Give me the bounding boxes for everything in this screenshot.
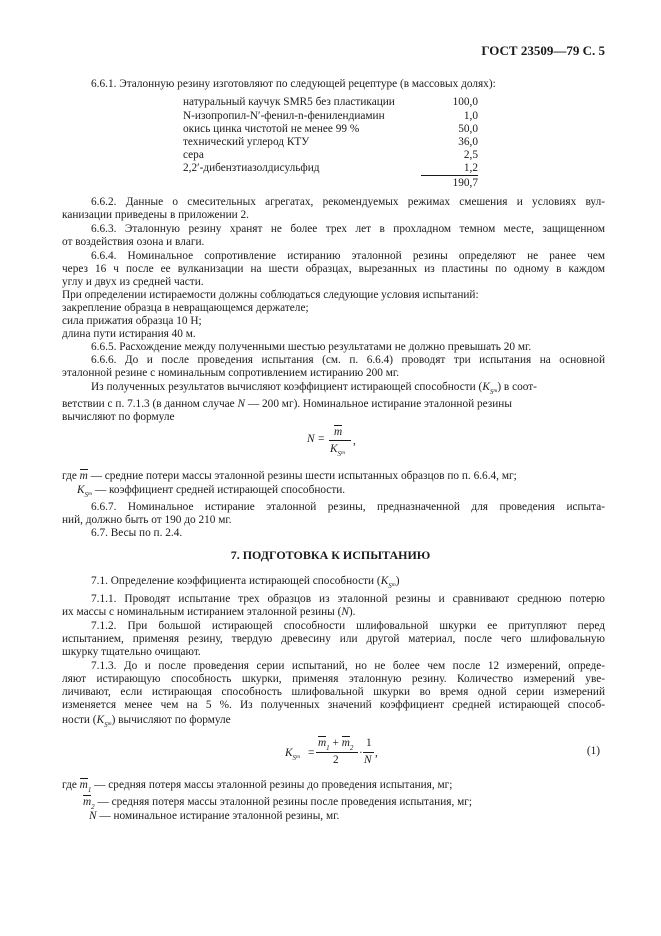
subscript-2: 2 [91,803,95,811]
formula-denominator: 2 [333,754,339,766]
symbol-k: K [482,381,490,393]
subscript-m: m [341,450,346,456]
formula-eq: = [318,433,325,445]
paragraph-7-1-2-cont: испытанием, применяя резину, твердую древесину или другой материал, после чего шлифовальную [62,633,605,645]
where-clause-5 [89,810,339,823]
paragraph-6-6-6-b-cont [62,398,512,411]
text: Из полученных результатов вычисляют коэффициент истирающей способности ( [91,381,483,393]
text: ) [395,575,400,587]
symbol-m1: m [79,779,88,791]
subscript-s: S [104,721,108,729]
formula-tail: , [375,747,378,759]
paragraph-6-6-4: 6.6.4. Номинальное сопротивление истиранию эталонной резины определяют не ранее чем [91,250,605,262]
subscript-1: 1 [87,786,92,794]
subscript-s: S [292,754,297,762]
paragraph-7-1-3-cont: ляют истирающую способность шкурки, применяя эталонную резину. Количество измерений уве- [62,673,605,685]
page-header: ГОСТ 23509—79 С. 5 [481,43,605,58]
text: ) вычисляют по формуле [111,714,231,726]
text: 7.1. Определение коэффициента истирающей способности ( [91,575,381,587]
symbol-k: K [96,714,105,726]
paragraph-7-1-3: 7.1.3. До и после проведения серии испытаний, но не более чем после 12 измерений, опреде- [91,660,605,672]
condition-item: закрепление образца в невращающемся держателе; [62,302,309,314]
recipe-item-name: технический углерод КТУ [183,136,310,148]
subscript-s: S [489,388,494,396]
text: — номинальное истирание эталонной резины, мг. [99,810,340,822]
formula-numerator-one: 1 [366,737,372,749]
subscript-m: m [391,582,396,588]
paragraph-7-1-2-cont: шкурку тщательно очищают. [62,646,201,658]
recipe-item-name: 2,2′-дибензтиазолдисульфид [183,162,320,174]
subscript-m: m [296,754,301,760]
formula-denominator-n: N [364,754,372,766]
symbol-n: N [89,810,97,822]
paragraph-6-6-2-cont: канизации приведены в приложении 2. [62,209,249,221]
formula-lhs: N [307,433,315,445]
text: — средние потери массы эталонной резины шести испытанных образцов по п. 6.6.4, мг; [90,470,517,482]
section-heading: 7. ПОДГОТОВКА К ИСПЫТАНИЮ [230,548,431,562]
subscript-1: 1 [326,744,330,752]
formula-number: (1) [586,745,600,757]
subscript-s: S [84,491,89,499]
recipe-item-name: натуральный каучук SMR5 без пластикации [183,96,395,108]
recipe-item-value: 36,0 [458,136,478,148]
recipe-item-name: окись цинка чистотой не менее 99 % [183,123,360,135]
fraction-line [316,752,358,753]
paragraph-6-7: 6.7. Весы по п. 2.4. [91,527,183,539]
condition-item: длина пути истирания 40 м. [62,328,196,340]
recipe-total-rule [421,175,478,176]
text: ности ( [62,714,97,726]
symbol-k: K [285,747,293,759]
symbol-m2: m [83,796,92,808]
paragraph-6-6-3: 6.6.3. Эталонную резину хранят не более трех лет в прохладном темном месте, защищенном [91,223,605,235]
subscript-s: S [337,450,342,458]
symbol-m: m [79,470,88,482]
subscript-2: 2 [349,744,354,752]
subscript-m: m [493,388,498,394]
symbol-k: K [380,575,389,587]
text: — 200 мг). Номинальное истирание эталонной резины [247,398,512,410]
paragraph-7-1 [91,575,399,590]
paragraph-6-6-6-b-cont: вычисляют по формуле [62,411,175,423]
formula-denominator [330,443,345,458]
paragraph-7-1-1: 7.1.1. Проводят испытание трех образцов из эталонной резины и сравнивают среднюю потерю [91,593,605,605]
paragraph-6-6-5: 6.6.5. Расхождение между полученными шестью результатами не должно превышать 20 мг. [91,341,532,353]
formula-tail: , [353,435,356,447]
recipe-item-value: 1,2 [463,162,478,174]
text: ветствии с п. 7.1.3 (в данном случае [62,398,235,410]
text: — средняя потеря массы эталонной резины до проведения испытания, мг; [94,779,453,791]
recipe-item-name: сера [183,149,204,161]
where-clause-2 [77,484,345,499]
paragraph-6-6-6-b [91,381,537,396]
text: ) в соот- [497,381,537,393]
paragraph-7-1-3-cont [62,714,231,729]
fraction-line [329,440,351,441]
plus-sign: + [332,737,339,749]
formula-numerator: m [334,426,343,438]
text: ). [348,606,356,618]
where-clause-3 [62,779,452,793]
text: — средняя потеря массы эталонной резины после проведения испытания, мг; [97,796,473,808]
subscript-s: S [388,582,392,590]
symbol-k: K [330,443,338,455]
symbol-m2: m [341,737,350,749]
paragraph-7-1-2: 7.1.2. При большой истирающей способности шлифовальной шкурки ее притупляют перед [91,620,605,632]
subscript-m: m [88,491,93,497]
formula-lhs [285,747,300,762]
paragraph-7-1-1-cont [62,606,356,619]
recipe-item-value: 1,0 [463,110,478,122]
text: их массы с номинальным истиранием эталонной резины ( [62,606,342,618]
formula-eq: = [308,747,315,759]
paragraph-6-6-4-cont: углу и двух из средней части. [62,276,204,288]
where-clause-1 [62,470,517,483]
paragraph-6-6-7-cont: ний, должно быть от 190 до 210 мг. [62,514,232,526]
conditions-intro: При определении истираемости должны соблюдаться следующие условия испытаний: [62,289,479,301]
symbol-n: N [341,606,349,618]
text: где [62,470,77,482]
fraction-line [363,752,374,753]
paragraph-6-6-6-cont: эталонной резине с номинальным сопротивлением истиранию 200 мг. [62,367,400,379]
text: где [62,779,77,791]
text: — коэффициент средней истирающей способности. [94,484,346,496]
paragraph-6-6-3-cont: от воздействия озона и влаги. [62,236,205,248]
recipe-item-value: 2,5 [463,149,478,161]
paragraph-7-1-3-cont: личивают, если истирающая способность шлифовальной шкурки во время одной серии измерений [62,686,605,698]
where-clause-4 [83,796,472,810]
paragraph-7-1-3-cont: изменяется менее чем на 5 %. Из полученных значений коэффициент средней истирающей способ- [62,699,605,711]
paragraph-6-6-7: 6.6.7. Номинальное истирание эталонной резины, предназначенной для проведения испыта- [91,501,605,513]
formula-numerator [318,737,353,751]
paragraph-6-6-1: 6.6.1. Эталонную резину изготовляют по следующей рецептуре (в массовых долях): [91,78,496,90]
symbol-n: N [237,398,246,410]
symbol-k: K [77,484,85,496]
subscript-m: m [107,721,112,727]
symbol-m1: m [318,737,327,749]
recipe-item-value: 50,0 [458,123,478,135]
paragraph-6-6-4-cont: через 16 ч после ее вулканизации на шести образцах, вырезанных из пластины по одному в каждом [62,263,605,275]
paragraph-6-6-2: 6.6.2. Данные о смесительных агрегатах, рекомендуемых режимах смешения и условиях вул- [91,196,605,208]
condition-item: сила прижатия образца 10 Н; [62,315,202,327]
recipe-item-value: 100,0 [452,96,478,108]
paragraph-6-6-6: 6.6.6. До и после проведения испытания (см. п. 6.6.4) проводят три испытания на основной [91,354,605,366]
recipe-total: 190,7 [452,177,478,189]
recipe-item-name: N-изопропил-N′-фенил-n-фенилендиамин [183,110,385,122]
formula-dot: · [359,747,363,759]
